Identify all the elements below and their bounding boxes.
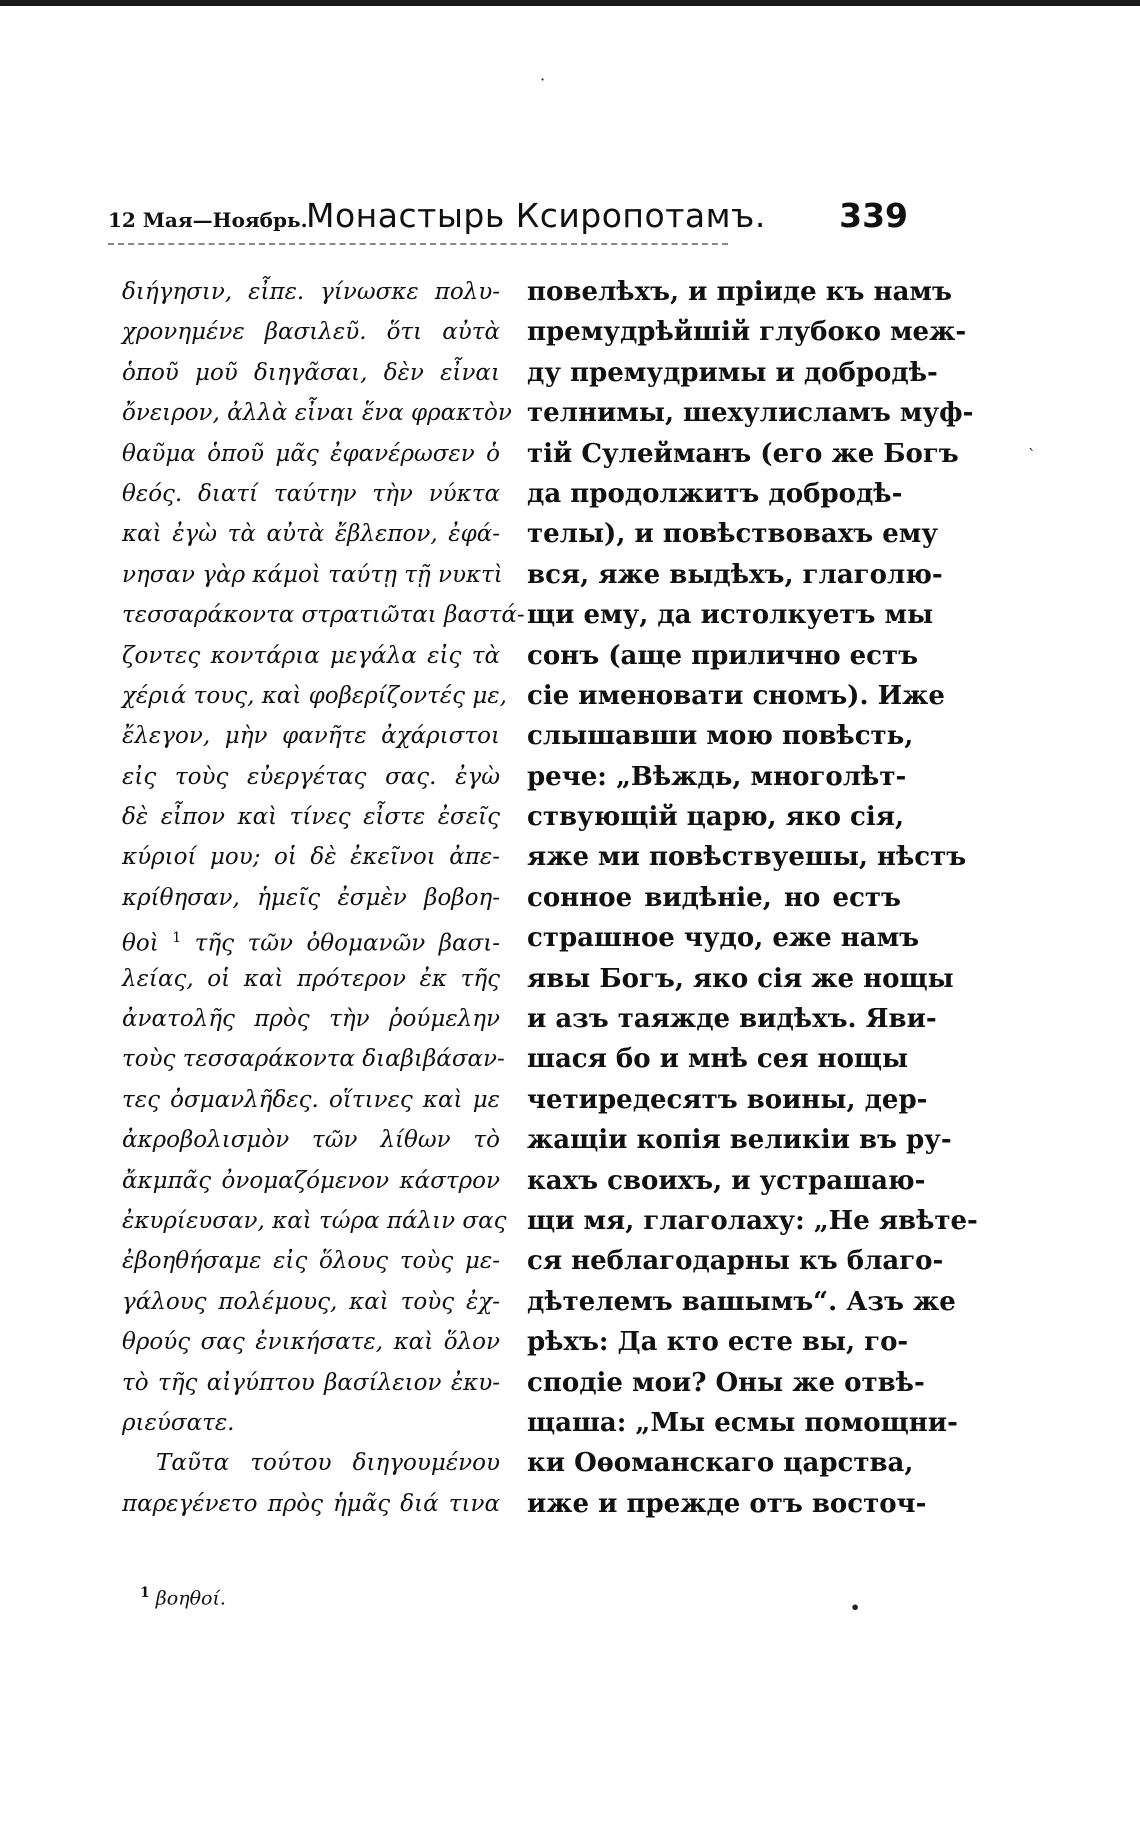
greek-line: ἀκροβολισμὸν τῶν λίθων τὸ	[122, 1127, 500, 1154]
footnote-text: βοηθοί.	[155, 1587, 226, 1610]
greek-line: δὲ εἶπον καὶ τίνες εἶστε ἐσεῖς	[122, 804, 500, 831]
slavonic-line: ся неблагодарны къ благо-	[527, 1246, 944, 1277]
slavonic-line: телы), и повѣствовахъ ему	[527, 519, 939, 550]
greek-line: τεσσαράκοντα στρατιῶται βαστά-	[122, 602, 525, 629]
slavonic-line: щаша: „Мы есмы помощни-	[527, 1407, 958, 1438]
greek-line: καὶ ἐγὼ τὰ αὐτὰ ἔβλεπον, ἐφά-	[122, 521, 500, 548]
slavonic-line: щи мя, глаголаху: „Не явѣте-	[527, 1205, 978, 1236]
greek-line-with-footnote	[122, 918, 500, 958]
greek-line: ὁποῦ μοῦ διηγᾶσαι, δὲν εἶναι	[122, 359, 500, 386]
greek-line-start: θοὶ	[122, 930, 159, 957]
greek-line: θεός. διατί ταύτην τὴν νύκτα	[122, 480, 500, 507]
slavonic-line: вся, яже выдѣхъ, глаголю-	[527, 559, 943, 590]
page-number: 339	[839, 196, 908, 235]
footnote	[140, 1585, 226, 1609]
header-dates: 12 Мая—Ноябрь.	[108, 208, 308, 232]
slavonic-line: слышавши мою повѣсть,	[527, 721, 914, 752]
greek-line: ἔλεγον, μὴν φανῆτε ἀχάριστοι	[122, 723, 500, 750]
slavonic-line: кахъ своихъ, и устрашаю-	[527, 1165, 926, 1196]
slavonic-line: сонное видѣніе, но естъ	[527, 882, 901, 913]
greek-line: τὸ τῆς αἰγύπτου βασίλειον ἐκυ-	[122, 1369, 500, 1396]
slavonic-line: премудрѣйшій глубоко меж-	[527, 317, 967, 348]
slavonic-line: рече: „Вѣждь, многолѣт-	[527, 761, 907, 792]
greek-line: εἰς τοὺς εὐεργέτας σας. ἐγὼ	[122, 763, 500, 790]
greek-text-column	[122, 272, 525, 1524]
greek-line: ὄνειρον, ἀλλὰ εἶναι ἕνα φρακτὸν	[122, 400, 512, 427]
scan-speck: ˋ	[1028, 446, 1036, 465]
slavonic-line: иже и прежде отъ восточ-	[527, 1488, 927, 1519]
running-header	[108, 196, 908, 246]
greek-line: ἄκμπᾶς ὀνομαζόμενον κάστρον	[122, 1167, 500, 1194]
slavonic-line: рѣхъ: Да кто есте вы, го-	[527, 1327, 909, 1358]
greek-line: λείας, οἱ καὶ πρότερον ἐκ τῆς	[122, 965, 500, 992]
slavonic-line: сіе именовати сномъ). Иже	[527, 680, 945, 711]
greek-line: ἐβοηθήσαμε εἰς ὅλους τοὺς με-	[122, 1248, 500, 1275]
greek-line: γάλους πολέμους, καὶ τοὺς ἐχ-	[122, 1288, 500, 1315]
greek-line: ἐκυρίευσαν, καὶ τώρα πάλιν σας	[122, 1207, 507, 1234]
top-border-rule	[0, 0, 1140, 6]
greek-line: Ταῦτα τούτου διηγουμένου	[156, 1450, 500, 1477]
greek-line: παρεγένετο πρὸς ἡμᾶς διά τινα	[122, 1490, 500, 1517]
greek-line: κύριοί μου; οἱ δὲ ἐκεῖνοι ἀπε-	[122, 844, 500, 871]
slavonic-line: ствующій царю, яко сія,	[527, 802, 904, 833]
scan-speck: ·	[540, 70, 546, 89]
greek-line: ἀνατολῆς πρὸς τὴν ῥούμελην	[122, 1006, 500, 1033]
slavonic-line: шася бо и мнѣ сея нощы	[527, 1044, 909, 1075]
greek-line: τες ὀσμανλῆδες. οἵτινες καὶ με	[122, 1086, 500, 1113]
slavonic-line: и азъ таяжде видѣхъ. Яви-	[527, 1004, 937, 1035]
greek-line: διήγησιν, εἶπε. γίνωσκε πολυ-	[122, 279, 500, 305]
greek-line: χέριά τους, καὶ φοβερίζοντές με,	[122, 682, 507, 709]
greek-line: τοὺς τεσσαράκοντα διαβιβάσαν-	[122, 1046, 505, 1073]
slavonic-line: ду премудримы и добродѣ-	[527, 357, 938, 388]
slavonic-line: телнимы, шехулисламъ муф-	[527, 398, 974, 429]
greek-line: ζοντες κοντάρια μεγάλα εἰς τὰ	[122, 642, 500, 669]
greek-line: κρίθησαν, ἡμεῖς ἐσμὲν βοβοη-	[122, 884, 500, 911]
greek-line: θαῦμα ὁποῦ μᾶς ἐφανέρωσεν ὁ	[122, 440, 500, 467]
slavonic-line: жащіи копія великіи въ ру-	[527, 1125, 952, 1156]
slavonic-line: щи ему, да истолкуетъ мы	[527, 600, 934, 631]
greek-line-end: τῆς τῶν ὀθομανῶν βασι-	[194, 930, 501, 957]
greek-line: χρονημένε βασιλεῦ. ὅτι αὐτὰ	[122, 319, 500, 346]
slavonic-line: да продолжитъ добродѣ-	[527, 478, 903, 509]
slavonic-line: ки Оѳоманскаго царства,	[527, 1448, 914, 1479]
slavonic-line: повелѣхъ, и пріиде къ намъ	[527, 277, 952, 307]
footnote-marker: 1	[140, 1585, 150, 1601]
greek-line: ριεύσατε.	[122, 1409, 235, 1436]
footnote-reference: 1	[172, 930, 182, 947]
slavonic-text-column	[527, 272, 978, 1524]
header-title: Монастырь Ксиропотамъ.	[306, 196, 766, 235]
slavonic-line: явы Богъ, яко сія же нощы	[527, 963, 954, 994]
slavonic-line: сонъ (аще прилично естъ	[527, 640, 919, 671]
scan-speck: •	[850, 1598, 861, 1617]
slavonic-line: яже ми повѣствуешы, нѣстъ	[527, 842, 967, 873]
header-rule	[108, 243, 728, 245]
slavonic-line: дѣтелемъ вашымъ“. Азъ же	[527, 1286, 956, 1317]
greek-line: νησαν γὰρ κάμοὶ ταύτῃ τῇ νυκτὶ	[122, 561, 503, 588]
slavonic-line: четиредесятъ воины, дер-	[527, 1084, 928, 1115]
slavonic-line: сподіе мои? Оны же отвѣ-	[527, 1367, 925, 1398]
slavonic-line: страшное чудо, еже намъ	[527, 923, 920, 954]
greek-line: θρούς σας ἐνικήσατε, καὶ ὅλον	[122, 1329, 500, 1356]
slavonic-line: тій Сулейманъ (его же Богъ	[527, 438, 959, 469]
